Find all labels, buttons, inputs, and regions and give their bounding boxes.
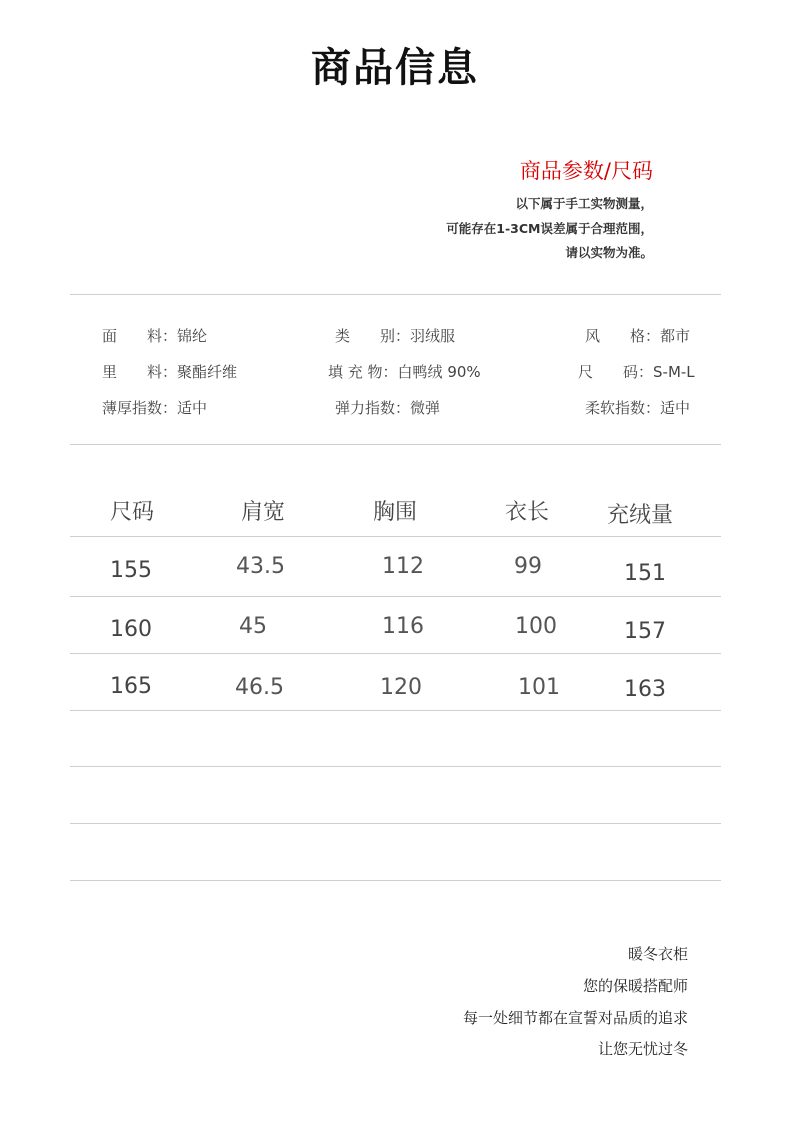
table-cell: 160 (110, 617, 152, 642)
spec-softness: 柔软指数：适中 (585, 399, 691, 417)
spec-elasticity: 弹力指数：微弹 (335, 399, 441, 417)
spec-style: 风 格：都市 (585, 327, 691, 345)
table-cell: 157 (624, 619, 666, 644)
table-cell: 155 (110, 558, 152, 583)
spec-filling: 填 充 物：白鸭绒 90% (328, 363, 481, 381)
table-cell: 120 (380, 675, 422, 700)
footer-line-3: 每一处细节都在宣誓对品质的追求 (462, 1009, 688, 1027)
table-row-divider (70, 880, 721, 881)
table-cell: 112 (382, 554, 424, 579)
table-cell: 101 (518, 675, 560, 700)
table-row-divider (70, 766, 721, 767)
spec-material: 面 料：锦纶 (102, 327, 208, 345)
table-cell: 99 (514, 554, 542, 579)
params-note-2: 可能存在1-3CM误差属于合理范围， (446, 221, 653, 236)
params-note-3: 请以实物为准。 (565, 245, 653, 260)
table-row-divider (70, 710, 721, 711)
footer-line-2: 您的保暖搭配师 (582, 977, 688, 995)
table-header-shoulder: 肩宽 (241, 500, 286, 525)
table-row-divider (70, 596, 721, 597)
footer-line-4: 让您无忧过冬 (597, 1040, 688, 1058)
table-cell: 116 (382, 614, 424, 639)
table-header-length: 衣长 (505, 500, 550, 525)
table-cell: 46.5 (235, 675, 284, 700)
spec-lining: 里 料：聚酯纤维 (102, 363, 238, 381)
table-row-divider (70, 653, 721, 654)
spec-category: 类 别：羽绒服 (335, 327, 456, 345)
spec-size: 尺 码：S-M-L (578, 363, 695, 381)
table-cell: 45 (239, 614, 267, 639)
table-cell: 163 (624, 677, 666, 702)
table-header-down-fill: 充绒量 (607, 503, 674, 528)
table-cell: 151 (624, 561, 666, 586)
divider (70, 444, 721, 445)
table-row-divider (70, 823, 721, 824)
params-note-1: 以下属于手工实物测量， (515, 196, 653, 211)
spec-thickness: 薄厚指数：适中 (102, 399, 208, 417)
divider (70, 294, 721, 295)
footer-line-1: 暖冬衣柜 (627, 945, 688, 963)
table-header-chest: 胸围 (373, 500, 418, 525)
table-cell: 43.5 (236, 554, 285, 579)
table-row-divider (70, 536, 721, 537)
table-cell: 165 (110, 674, 152, 699)
params-heading: 商品参数/尺码 (519, 159, 653, 183)
table-header-size: 尺码 (110, 500, 155, 525)
table-cell: 100 (515, 614, 557, 639)
page-title: 商品信息 (311, 45, 479, 91)
